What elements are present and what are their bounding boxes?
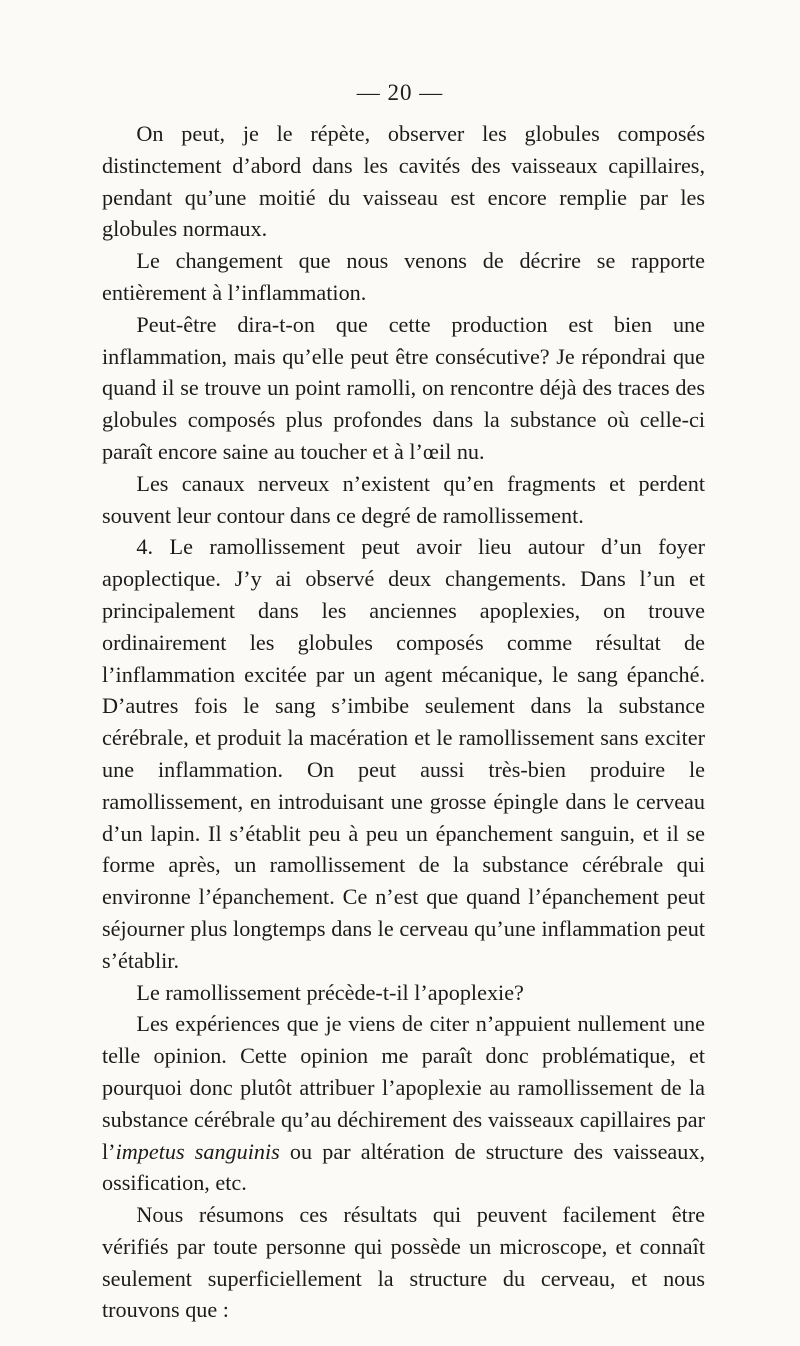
- paragraph-experiences-before: Les expériences que je viens de citer n’appuient nullement une telle opinion. Cette opinion me paraît donc problématique, et pourquoi donc plutôt attribuer l’apoplexie au ramollissement de la substance cérébrale qu’au déchirement des vaisseaux capillaires par l’: [102, 1011, 705, 1164]
- paragraph-canaux-nerveux: Les canaux nerveux n’existent qu’en fragments et perdent souvent leur contour dans ce degré de ramollissement.: [102, 470, 705, 528]
- paragraph-consecutive: Peut-être dira-t-on que cette production est bien une inflammation, mais qu’elle peut être consécutive? Je répondrai que quand il se trouve un point ramolli, on rencontre déjà des traces des globules composés plus profondes dans la substance où celle-ci paraît encore saine au toucher et à l’œil nu.: [102, 311, 705, 464]
- paragraph-foyer-apoplectique: 4. Le ramollissement peut avoir lieu autour d’un foyer apoplectique. J’y ai observé deux changements. Dans l’un et principalement dans les anciennes apoplexies, on trouve ordinairement les globules composés comme résultat de l’inflammation excitée par un agent mécanique, le sang épanché. D’autres fois le sang s’imbibe seulement dans la substance cérébrale, et produit la macération et le ramollissement sans exciter une inflammation. On peut aussi très-bien produire le ramollissement, en introduisant une grosse épingle dans le cerveau d’un lapin. Il s’établit peu à peu un épanchement sanguin, et il se forme après, un ramollissement de la substance cérébrale qui environne l’épanchement. Ce n’est que quand l’épanchement peut séjourner plus longtemps dans le cerveau qu’une inflammation peut s’établir.: [102, 534, 705, 973]
- paragraph-changement: Le changement que nous venons de décrire se rapporte entièrement à l’inflammation.: [102, 248, 705, 305]
- page-number: — 20 —: [356, 80, 444, 105]
- paragraph-experiences-italic: impetus sanguinis: [115, 1138, 280, 1164]
- paragraph-experiences-after: ou par altération de structure des vaisseaux, ossification, etc.: [102, 1138, 705, 1196]
- paragraph-question-apoplexie: Le ramollissement précède-t-il l’apoplexie?: [136, 979, 524, 1005]
- paragraph-globules: On peut, je le répète, observer les globules composés distinctement d’abord dans les cavités des vaisseaux capillaires, pendant qu’une moitié du vaisseau est encore remplie par les globules normaux.: [102, 121, 705, 242]
- paragraph-resume: Nous résumons ces résultats qui peuvent facilement être vérifiés par toute personne qui possède un microscope, et connaît seulement superficiellement la structure du cerveau, et nous trouvons que :: [102, 1202, 705, 1323]
- paragraph-experiences: [102, 1008, 705, 1199]
- body-text: [102, 118, 705, 1326]
